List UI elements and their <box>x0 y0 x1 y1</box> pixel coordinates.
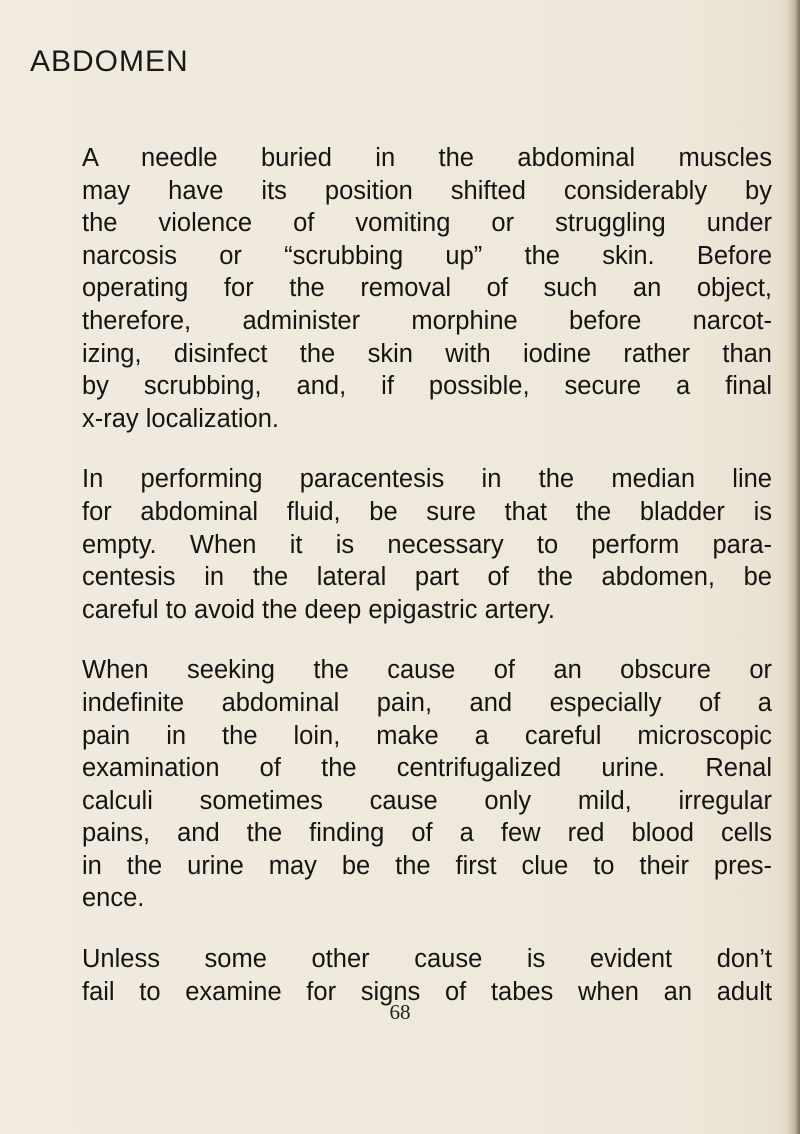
text-line: operating for the removal of such an object, <box>82 274 772 303</box>
text-line: in the urine may be the first clue to their pres- <box>82 851 772 880</box>
text-line: empty. When it is necessary to perform para- <box>82 530 772 559</box>
page-number: 68 <box>389 1000 411 1024</box>
text-line: the violence of vomiting or struggling under <box>82 209 772 238</box>
paragraph-needle <box>82 142 772 435</box>
running-head: ABDOMEN <box>30 45 189 78</box>
text-line: by scrubbing, and, if possible, secure a final <box>82 372 772 401</box>
text-line: ence. <box>82 884 145 913</box>
body-text <box>82 142 772 1036</box>
text-line: for abdominal fluid, be sure that the bladder is <box>82 497 772 526</box>
text-line: In performing paracentesis in the median line <box>82 465 772 494</box>
text-line: calculi sometimes cause only mild, irregular <box>82 786 772 815</box>
text-line: centesis in the lateral part of the abdomen, be <box>82 563 772 592</box>
text-line: may have its position shifted considerably by <box>82 176 772 205</box>
text-line: indefinite abdominal pain, and especially of a <box>82 688 772 717</box>
paragraph-abdominal-pain <box>82 654 772 915</box>
text-line: therefore, administer morphine before narcot- <box>82 306 772 335</box>
text-line: careful to avoid the deep epigastric artery. <box>82 595 555 624</box>
text-line: narcosis or “scrubbing up” the skin. Before <box>82 241 772 270</box>
text-line: examination of the centrifugalized urine. Renal <box>82 754 772 783</box>
paragraph-tabes <box>82 943 772 1008</box>
text-line: When seeking the cause of an obscure or <box>82 656 772 685</box>
paragraph-paracentesis <box>82 463 772 626</box>
text-line: izing, disinfect the skin with iodine rather than <box>82 339 772 368</box>
text-line: x-ray localization. <box>82 404 279 433</box>
page-edge-shadow <box>786 0 800 1134</box>
text-line: A needle buried in the abdominal muscles <box>82 144 772 172</box>
text-line: fail to examine for signs of tabes when an adult <box>82 977 772 1006</box>
text-line: pains, and the finding of a few red blood cells <box>82 819 772 848</box>
text-line: Unless some other cause is evident don’t <box>82 945 772 974</box>
text-line: pain in the loin, make a careful microscopic <box>82 721 772 750</box>
